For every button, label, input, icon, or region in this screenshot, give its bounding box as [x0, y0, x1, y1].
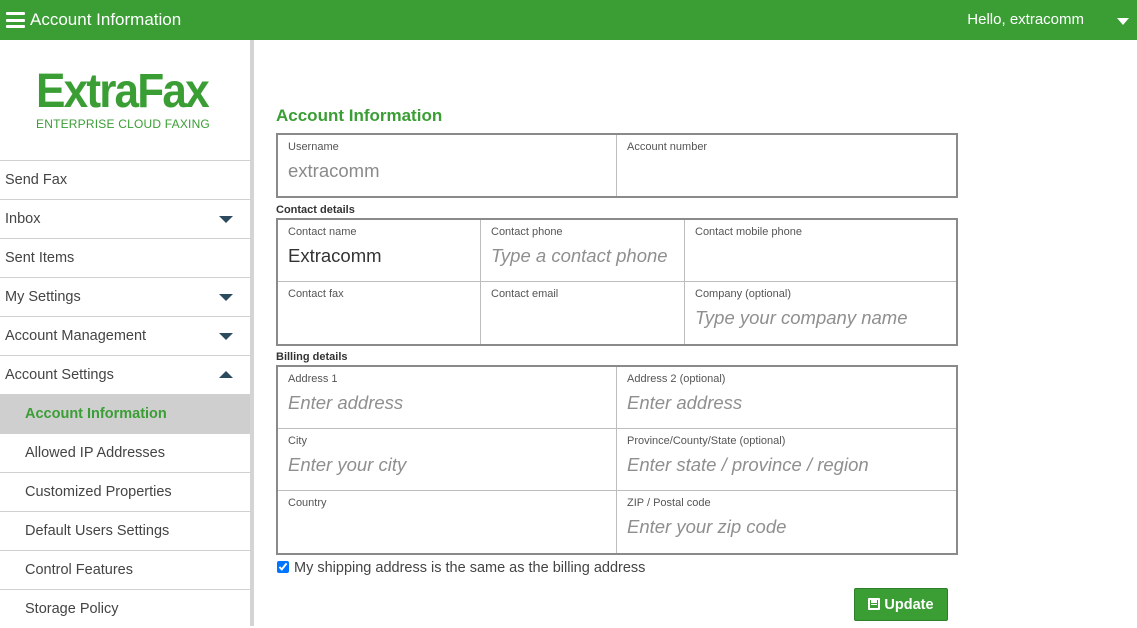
city-label: City — [288, 435, 307, 447]
user-greeting[interactable]: Hello, extracomm — [967, 11, 1084, 28]
shipping-same-option[interactable] — [277, 560, 645, 576]
contact-fax-field[interactable] — [288, 307, 474, 329]
chevron-down-icon[interactable] — [219, 216, 233, 223]
sidebar-divider — [250, 40, 254, 626]
sidebar-item-account-settings[interactable] — [0, 355, 250, 394]
chevron-up-icon[interactable] — [219, 371, 233, 378]
sidebar-item-label: Inbox — [5, 211, 41, 227]
contact-details-heading: Contact details — [276, 204, 355, 216]
chevron-down-icon[interactable] — [219, 294, 233, 301]
sidebar-item-label: My Settings — [5, 289, 81, 305]
sidebar-nav — [0, 160, 250, 628]
country-cell — [278, 491, 617, 553]
username-label: Username — [288, 141, 339, 153]
sidebar-item-account-management[interactable] — [0, 316, 250, 355]
sidebar-item-label: Sent Items — [5, 250, 75, 266]
contact-email-field[interactable] — [491, 307, 678, 329]
contact-name-field[interactable] — [288, 245, 474, 267]
billing-box — [276, 365, 958, 555]
sidebar — [0, 40, 250, 626]
contact-email-label: Contact email — [491, 288, 559, 300]
logo-wordmark: ExtraFax — [36, 65, 208, 118]
state-field[interactable] — [627, 454, 950, 476]
sidebar-item-label: Storage Policy — [25, 601, 119, 617]
contact-box — [276, 218, 958, 346]
contact-name-label: Contact name — [288, 226, 357, 238]
address2-field[interactable] — [627, 392, 950, 414]
sidebar-item-my-settings[interactable] — [0, 277, 250, 316]
country-label: Country — [288, 497, 327, 509]
address1-label: Address 1 — [288, 373, 338, 385]
city-cell — [278, 429, 617, 491]
hamburger-menu-icon[interactable] — [6, 12, 25, 28]
state-cell — [617, 429, 956, 491]
company-cell — [685, 282, 956, 344]
sidebar-subitem-customized-properties[interactable] — [0, 472, 250, 511]
sidebar-subitem-allowed-ip-addresses[interactable] — [0, 433, 250, 472]
contact-mobile-field[interactable] — [695, 245, 950, 267]
contact-fax-label: Contact fax — [288, 288, 344, 300]
contact-phone-cell — [481, 220, 685, 282]
sidebar-item-label: Allowed IP Addresses — [25, 445, 165, 461]
zip-cell — [617, 491, 956, 553]
contact-mobile-cell — [685, 220, 956, 282]
username-field[interactable] — [288, 160, 610, 182]
contact-email-cell — [481, 282, 685, 344]
country-field[interactable] — [288, 516, 610, 538]
page-title: Account Information — [276, 106, 443, 125]
account-number-label: Account number — [627, 141, 708, 153]
shipping-same-checkbox[interactable] — [277, 561, 289, 573]
user-menu-caret-icon[interactable] — [1117, 18, 1129, 25]
header-title: Account Information — [30, 10, 182, 29]
sidebar-subitem-default-users-settings[interactable] — [0, 511, 250, 550]
billing-details-heading: Billing details — [276, 351, 348, 363]
account-box — [276, 133, 958, 198]
contact-fax-cell — [278, 282, 481, 344]
contact-name-cell — [278, 220, 481, 282]
address2-label: Address 2 (optional) — [627, 373, 726, 385]
shipping-same-label: My shipping address is the same as the billing address — [294, 560, 646, 576]
sidebar-subitem-account-information[interactable] — [0, 394, 250, 433]
sidebar-item-label: Control Features — [25, 562, 133, 578]
top-bar — [0, 0, 1137, 40]
sidebar-item-inbox[interactable] — [0, 199, 250, 238]
sidebar-subitem-storage-policy[interactable] — [0, 589, 250, 628]
sidebar-item-label: Default Users Settings — [25, 523, 170, 539]
sidebar-item-label: Customized Properties — [25, 484, 172, 500]
account-number-cell — [617, 135, 956, 196]
contact-mobile-label: Contact mobile phone — [695, 226, 803, 238]
chevron-down-icon[interactable] — [219, 333, 233, 340]
logo-tagline: ENTERPRISE CLOUD FAXING — [36, 117, 210, 131]
update-button-label: Update — [884, 596, 934, 613]
sidebar-item-send-fax[interactable] — [0, 160, 250, 199]
contact-phone-label: Contact phone — [491, 226, 563, 238]
address2-cell — [617, 367, 956, 429]
address1-cell — [278, 367, 617, 429]
state-label: Province/County/State (optional) — [627, 435, 786, 447]
update-button[interactable] — [854, 588, 948, 621]
sidebar-item-label: Account Settings — [5, 367, 114, 383]
account-number-field[interactable] — [627, 160, 950, 182]
sidebar-item-label: Send Fax — [5, 172, 68, 188]
company-label: Company (optional) — [695, 288, 791, 300]
sidebar-item-sent-items[interactable] — [0, 238, 250, 277]
zip-field[interactable] — [627, 516, 950, 538]
contact-phone-field[interactable] — [491, 245, 678, 267]
sidebar-item-label: Account Management — [5, 328, 147, 344]
sidebar-subitem-control-features[interactable] — [0, 550, 250, 589]
sidebar-item-label: Account Information — [25, 406, 167, 422]
address1-field[interactable] — [288, 392, 610, 414]
save-icon — [868, 598, 880, 610]
zip-label: ZIP / Postal code — [627, 497, 711, 509]
logo — [0, 40, 250, 160]
company-field[interactable] — [695, 307, 950, 329]
username-cell — [278, 135, 617, 196]
city-field[interactable] — [288, 454, 610, 476]
